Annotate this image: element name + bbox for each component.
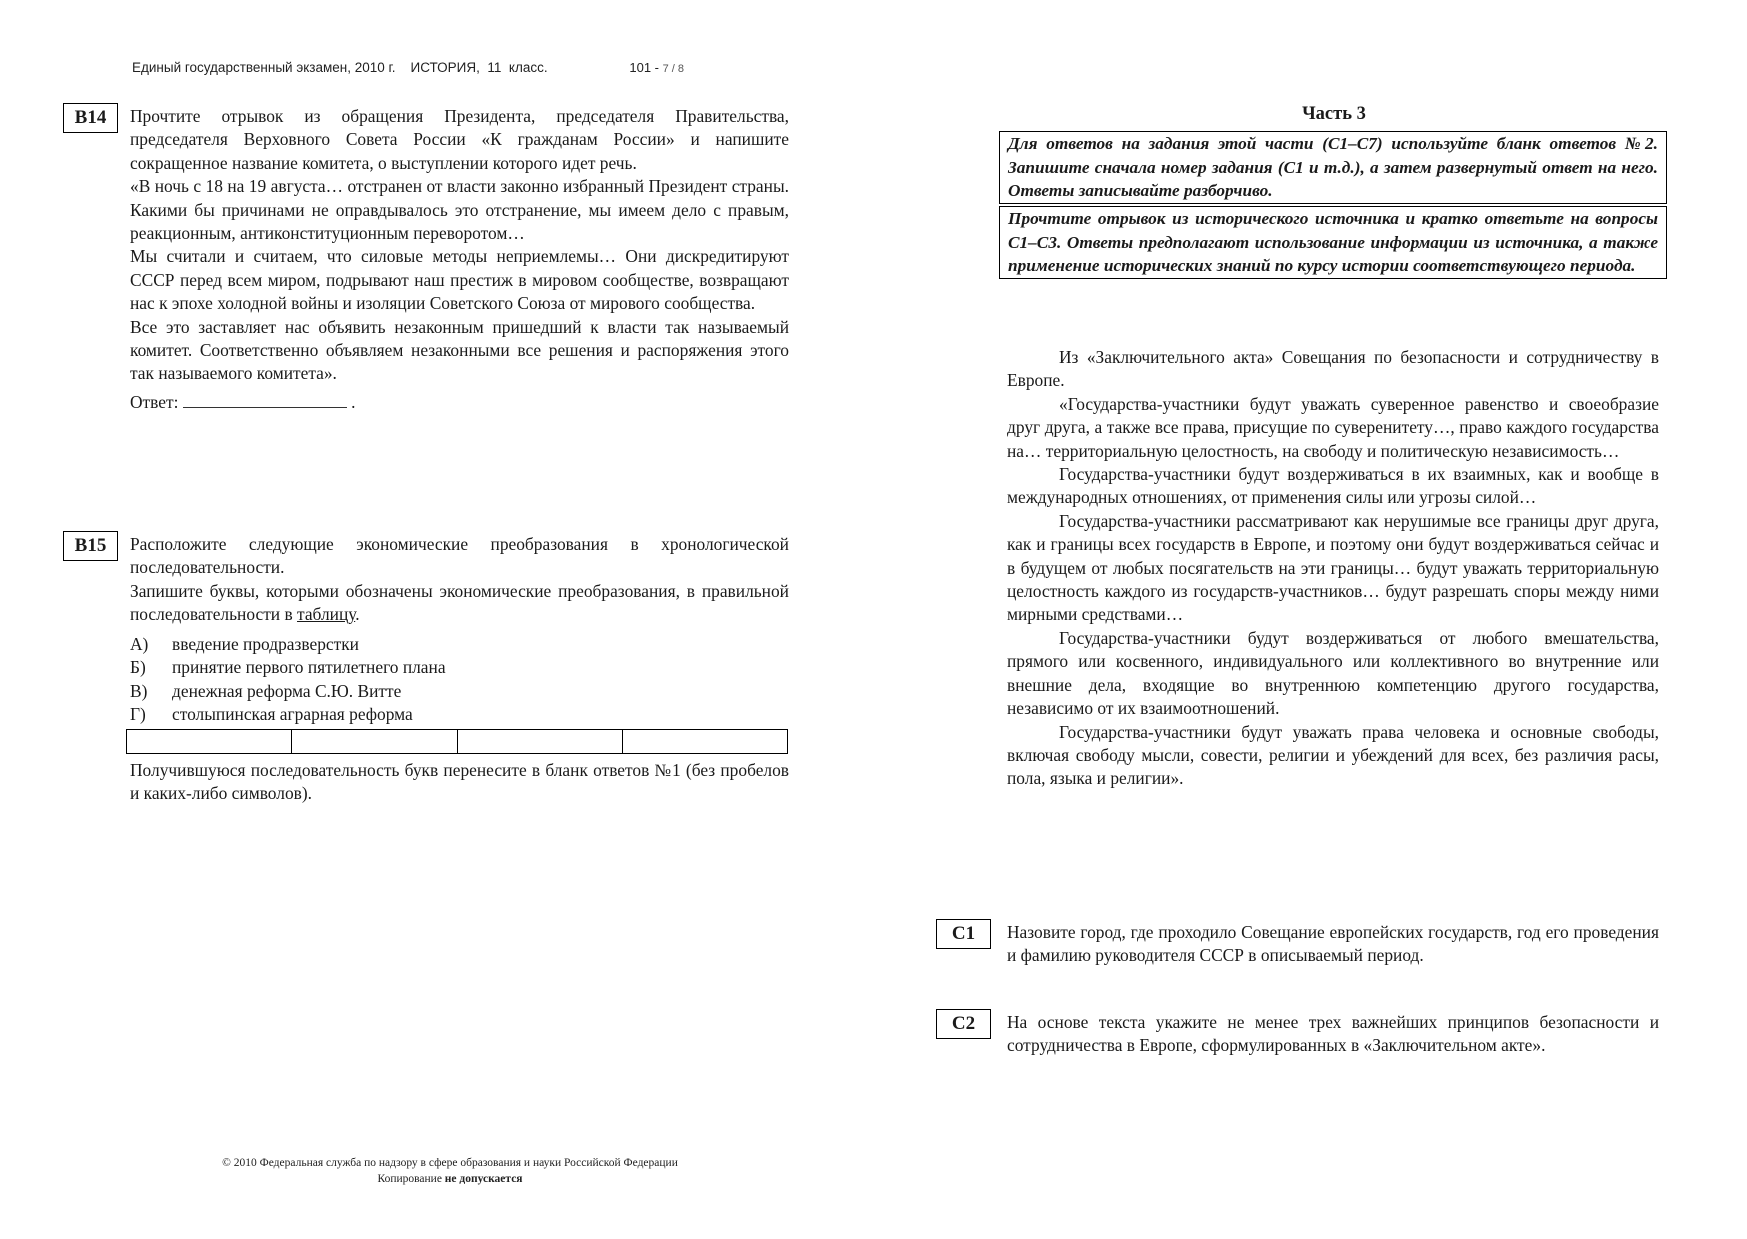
option-text: денежная реформа С.Ю. Витте (172, 680, 402, 701)
page-code: 101 - (629, 60, 663, 75)
option-letter: Б) (130, 657, 146, 678)
b14-quote-1: «В ночь с 18 на 19 августа… отстранен от власти законно избранный Президент страны. Какими бы причинами не оправдывалось это отстранение, мы имеем дело с правым, реакционным, антиконституционным переворотом… (130, 176, 789, 244)
table-link: таблицу (297, 604, 356, 625)
option-v (130, 680, 789, 704)
b14-quote-3: Все это заставляет нас объявить незаконным пришедший к власти так называемый комитет. Соответственно объявляем незаконными все решения и распоряжения этого так называемого комитета». (130, 316, 789, 384)
option-text: принятие первого пятилетнего плана (172, 657, 446, 678)
source-para-5: Государства-участники будут уважать права человека и основные свободы, включая свободу мысли, совести, религии и убеждений для всех, без различия расы, пола, языка и религии». (1007, 721, 1659, 789)
answer-end: . (346, 391, 356, 412)
answer-label: Ответ: (130, 391, 179, 412)
b15-instr-text: Запишите буквы, которыми обозначены экономические преобразования, в правильной последовательности в (130, 580, 789, 625)
page-header (132, 60, 684, 75)
answer-cell-3[interactable] (458, 730, 623, 753)
answer-cell-4[interactable] (623, 730, 787, 753)
option-letter: Г) (130, 704, 146, 725)
answer-blank[interactable] (183, 390, 347, 408)
question-label-b14: B14 (63, 103, 118, 133)
option-g (130, 703, 789, 727)
page-number (629, 60, 684, 75)
source-instruction: Прочтите отрывок из исторического источника и кратко ответьте на вопросы С1–С3. Ответы предполагают использование информации из источника, а также применение исторических знаний по курсу истории соответствующего периода. (999, 206, 1667, 279)
question-label-c1: C1 (936, 919, 991, 949)
page-of: 7 / 8 (662, 63, 685, 75)
b15-instruction (130, 580, 789, 627)
source-para-4: Государства-участники будут воздерживаться от любого вмешательства, прямого или косвенного, индивидуального или коллективного во внутренние или внешние дела, входящие во внутреннюю компетенцию другого государства, независимо от их взаимоотношений. (1007, 627, 1659, 719)
copyright: © 2010 Федеральная служба по надзору в сфере образования и науки Российской Федерации (222, 1157, 678, 1169)
question-b14 (130, 105, 789, 414)
page-footer (150, 1155, 750, 1187)
copy-notice-text: Копирование (377, 1173, 445, 1185)
option-text: столыпинская аграрная реформа (172, 704, 413, 725)
part-3-instruction: Для ответов на задания этой части (С1–С7) используйте бланк ответов №2. Запишите сначала номер задания (С1 и т.д.), а затем развернутый ответ на него. Ответы записывайте разборчиво. (999, 131, 1667, 204)
question-label-b15: B15 (63, 531, 118, 561)
option-b (130, 656, 789, 680)
b15-instr-end: . (355, 604, 360, 625)
exam-title: Единый государственный экзамен, 2010 г. ИСТОРИЯ, 11 класс. (132, 60, 548, 75)
copy-notice (150, 1171, 750, 1187)
part-3-title: Часть 3 (1302, 104, 1366, 124)
answer-cell-1[interactable] (127, 730, 292, 753)
option-letter: В) (130, 680, 148, 701)
answer-table (126, 729, 788, 754)
b15-intro: Расположите следующие экономические преобразования в хронологической последовательности. (130, 534, 789, 578)
b14-quote-2: Мы считали и считаем, что силовые методы неприемлемы… Они дискредитируют СССР перед всем миром, подрывают наш престиж в мировом сообществе, возвращают нас к эпохе холодной войны и изоляции Советского Союза от мирового сообщества. (130, 246, 789, 314)
option-text: введение продразверстки (172, 633, 359, 654)
source-title: Из «Заключительного акта» Совещания по безопасности и сотрудничеству в Европе. (1007, 347, 1659, 391)
b14-intro: Прочтите отрывок из обращения Президента, председателя Правительства, председателя Верховного Совета России «К гражданам России» и напишите сокращенное название комитета, о выступлении которого идет речь. (130, 106, 789, 173)
b15-transfer-note: Получившуюся последовательность букв перенесите в бланк ответов №1 (без пробелов и каких-либо символов). (130, 760, 789, 804)
b15-options (130, 633, 789, 727)
source-para-3: Государства-участники рассматривают как нерушимые все границы друг друга, как и границы всех государств в Европе, и поэтому они будут воздерживаться сейчас и в будущем от любых посягательств на эти границы… будут уважать территориальную целостность каждого из государств-участников… будут разрешать споры между ними мирными средствами… (1007, 510, 1659, 625)
copy-notice-bold: не допускается (444, 1173, 523, 1185)
historical-source (1007, 346, 1659, 791)
question-label-c2: C2 (936, 1009, 991, 1039)
option-a (130, 633, 789, 657)
question-c1: Назовите город, где проходило Совещание европейских государств, год его проведения и фамилию руководителя СССР в описываемый период. (1007, 922, 1659, 966)
source-para-1: «Государства-участники будут уважать суверенное равенство и своеобразие друг друга, а также все права, присущие по суверенитету…, право каждого государства на… территориальную целостность, на свободу и политическую независимость… (1007, 393, 1659, 461)
answer-cell-2[interactable] (292, 730, 457, 753)
question-c2: На основе текста укажите не менее трех важнейших принципов безопасности и сотрудничества в Европе, сформулированных в «Заключительном акте». (1007, 1012, 1659, 1056)
b14-answer (130, 390, 789, 414)
question-b15 (130, 533, 789, 727)
option-letter: А) (130, 633, 149, 654)
source-para-2: Государства-участники будут воздерживаться в их взаимных, как и вообще в международных отношениях, от применения силы или угрозы силой… (1007, 464, 1659, 508)
